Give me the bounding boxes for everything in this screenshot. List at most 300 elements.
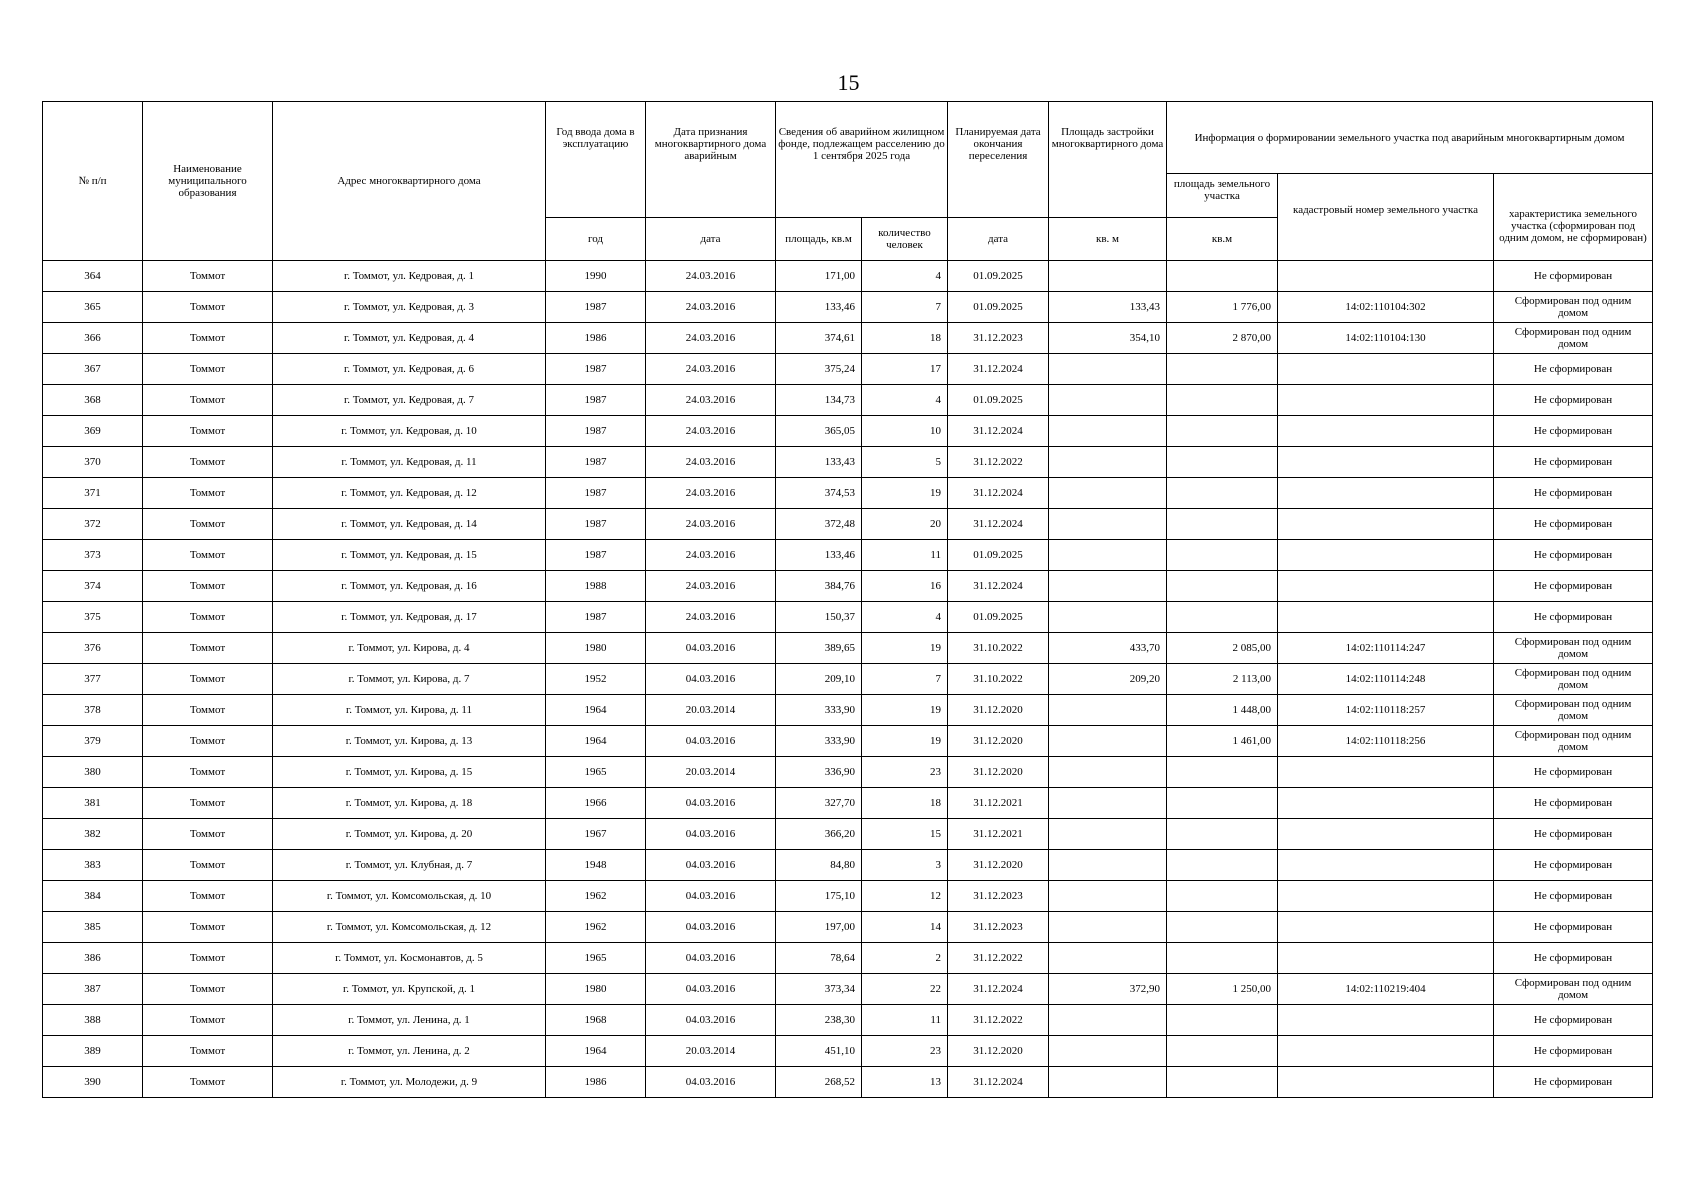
header-land-char: характеристика земельного участка (сформирован под одним домом, не сформирован) — [1494, 174, 1653, 261]
cell-building-area — [1049, 757, 1167, 788]
cell-num: 367 — [43, 354, 143, 385]
cell-building-area — [1049, 695, 1167, 726]
cell-municipality: Томмот — [143, 1005, 273, 1036]
cell-planned-date: 31.12.2024 — [948, 478, 1049, 509]
cell-area: 327,70 — [776, 788, 862, 819]
cell-year: 1964 — [546, 726, 646, 757]
cell-recognition-date: 20.03.2014 — [646, 695, 776, 726]
cell-municipality: Томмот — [143, 881, 273, 912]
cell-area: 374,61 — [776, 323, 862, 354]
cell-land-char: Не сформирован — [1494, 850, 1653, 881]
cell-land-area: 2 113,00 — [1167, 664, 1278, 695]
cell-planned-date: 01.09.2025 — [948, 385, 1049, 416]
cell-land-char: Не сформирован — [1494, 819, 1653, 850]
cell-municipality: Томмот — [143, 292, 273, 323]
cell-num: 380 — [43, 757, 143, 788]
cell-planned-date: 31.10.2022 — [948, 633, 1049, 664]
cell-recognition-date: 04.03.2016 — [646, 819, 776, 850]
cell-land-area — [1167, 912, 1278, 943]
cell-year: 1987 — [546, 354, 646, 385]
cell-recognition-date: 20.03.2014 — [646, 757, 776, 788]
cell-people: 4 — [862, 261, 948, 292]
cell-planned-date: 31.12.2024 — [948, 974, 1049, 1005]
cell-planned-date: 31.12.2021 — [948, 788, 1049, 819]
cell-municipality: Томмот — [143, 571, 273, 602]
unit-date: дата — [646, 218, 776, 261]
cell-land-area — [1167, 757, 1278, 788]
cell-area: 133,43 — [776, 447, 862, 478]
cell-municipality: Томмот — [143, 912, 273, 943]
cell-land-char: Не сформирован — [1494, 1005, 1653, 1036]
cell-cadastral — [1278, 602, 1494, 633]
cell-municipality: Томмот — [143, 354, 273, 385]
cell-land-area: 2 085,00 — [1167, 633, 1278, 664]
cell-cadastral — [1278, 416, 1494, 447]
cell-planned-date: 31.12.2020 — [948, 1036, 1049, 1067]
cell-year: 1980 — [546, 633, 646, 664]
cell-planned-date: 31.12.2023 — [948, 881, 1049, 912]
cell-year: 1986 — [546, 323, 646, 354]
cell-planned-date: 31.12.2022 — [948, 1005, 1049, 1036]
table-row — [43, 447, 1653, 478]
cell-recognition-date: 24.03.2016 — [646, 447, 776, 478]
cell-cadastral — [1278, 850, 1494, 881]
cell-num: 379 — [43, 726, 143, 757]
cell-land-char: Не сформирован — [1494, 416, 1653, 447]
cell-people: 4 — [862, 602, 948, 633]
cell-address: г. Томмот, ул. Кирова, д. 18 — [273, 788, 546, 819]
cell-land-char: Сформирован под одним домом — [1494, 695, 1653, 726]
cell-cadastral: 14:02:110219:404 — [1278, 974, 1494, 1005]
cell-cadastral: 14:02:110118:257 — [1278, 695, 1494, 726]
cell-recognition-date: 24.03.2016 — [646, 509, 776, 540]
cell-recognition-date: 24.03.2016 — [646, 571, 776, 602]
cell-address: г. Томмот, ул. Ленина, д. 1 — [273, 1005, 546, 1036]
cell-land-area: 1 448,00 — [1167, 695, 1278, 726]
cell-cadastral — [1278, 571, 1494, 602]
cell-num: 378 — [43, 695, 143, 726]
cell-land-area — [1167, 1005, 1278, 1036]
cell-num: 390 — [43, 1067, 143, 1098]
cell-area: 333,90 — [776, 726, 862, 757]
cell-land-area — [1167, 1036, 1278, 1067]
cell-land-area — [1167, 261, 1278, 292]
cell-cadastral — [1278, 540, 1494, 571]
table-row — [43, 478, 1653, 509]
cell-address: г. Томмот, ул. Кедровая, д. 11 — [273, 447, 546, 478]
cell-planned-date: 31.12.2022 — [948, 447, 1049, 478]
cell-cadastral — [1278, 1067, 1494, 1098]
cell-year: 1987 — [546, 602, 646, 633]
unit-sqm2: кв.м — [1167, 218, 1278, 261]
table-row — [43, 1067, 1653, 1098]
cell-year: 1987 — [546, 416, 646, 447]
cell-address: г. Томмот, ул. Комсомольская, д. 12 — [273, 912, 546, 943]
cell-area: 133,46 — [776, 292, 862, 323]
cell-recognition-date: 24.03.2016 — [646, 602, 776, 633]
table-row — [43, 571, 1653, 602]
cell-land-char: Не сформирован — [1494, 757, 1653, 788]
cell-planned-date: 31.12.2020 — [948, 757, 1049, 788]
cell-people: 3 — [862, 850, 948, 881]
header-address: Адрес многоквартирного дома — [273, 102, 546, 261]
table-row — [43, 664, 1653, 695]
cell-planned-date: 01.09.2025 — [948, 540, 1049, 571]
cell-cadastral: 14:02:110114:247 — [1278, 633, 1494, 664]
table-row — [43, 943, 1653, 974]
cell-cadastral — [1278, 912, 1494, 943]
cell-area: 175,10 — [776, 881, 862, 912]
cell-cadastral — [1278, 261, 1494, 292]
cell-cadastral — [1278, 819, 1494, 850]
cell-land-area: 1 776,00 — [1167, 292, 1278, 323]
cell-land-area — [1167, 354, 1278, 385]
header-cadastral: кадастровый номер земельного участка — [1278, 174, 1494, 261]
cell-municipality: Томмот — [143, 261, 273, 292]
cell-land-area — [1167, 416, 1278, 447]
cell-area: 78,64 — [776, 943, 862, 974]
cell-cadastral — [1278, 1036, 1494, 1067]
cell-num: 372 — [43, 509, 143, 540]
table-row — [43, 1005, 1653, 1036]
cell-year: 1965 — [546, 943, 646, 974]
unit-sqm: кв. м — [1049, 218, 1167, 261]
cell-planned-date: 01.09.2025 — [948, 261, 1049, 292]
cell-address: г. Томмот, ул. Кедровая, д. 7 — [273, 385, 546, 416]
cell-municipality: Томмот — [143, 664, 273, 695]
table-row — [43, 385, 1653, 416]
cell-num: 373 — [43, 540, 143, 571]
cell-recognition-date: 04.03.2016 — [646, 726, 776, 757]
cell-cadastral — [1278, 943, 1494, 974]
cell-address: г. Томмот, ул. Клубная, д. 7 — [273, 850, 546, 881]
cell-area: 238,30 — [776, 1005, 862, 1036]
cell-planned-date: 31.12.2021 — [948, 819, 1049, 850]
cell-year: 1964 — [546, 695, 646, 726]
table-row — [43, 695, 1653, 726]
cell-building-area — [1049, 571, 1167, 602]
cell-area: 375,24 — [776, 354, 862, 385]
cell-recognition-date: 24.03.2016 — [646, 292, 776, 323]
cell-recognition-date: 24.03.2016 — [646, 416, 776, 447]
cell-address: г. Томмот, ул. Комсомольская, д. 10 — [273, 881, 546, 912]
cell-land-char: Не сформирован — [1494, 1036, 1653, 1067]
cell-num: 376 — [43, 633, 143, 664]
cell-land-area: 1 461,00 — [1167, 726, 1278, 757]
table-row — [43, 819, 1653, 850]
cell-num: 389 — [43, 1036, 143, 1067]
cell-building-area — [1049, 788, 1167, 819]
cell-cadastral — [1278, 478, 1494, 509]
cell-cadastral — [1278, 385, 1494, 416]
cell-municipality: Томмот — [143, 695, 273, 726]
cell-area: 134,73 — [776, 385, 862, 416]
unit-people: количество человек — [862, 218, 948, 261]
cell-address: г. Томмот, ул. Кирова, д. 15 — [273, 757, 546, 788]
cell-recognition-date: 20.03.2014 — [646, 1036, 776, 1067]
header-planned-date: Планируемая дата окончания переселения — [948, 102, 1049, 218]
cell-municipality: Томмот — [143, 633, 273, 664]
table-row — [43, 1036, 1653, 1067]
header-recognition-date: Дата признания многоквартирного дома аварийным — [646, 102, 776, 218]
cell-building-area — [1049, 726, 1167, 757]
cell-recognition-date: 04.03.2016 — [646, 974, 776, 1005]
cell-building-area — [1049, 850, 1167, 881]
cell-people: 15 — [862, 819, 948, 850]
unit-date2: дата — [948, 218, 1049, 261]
cell-land-char: Не сформирован — [1494, 943, 1653, 974]
cell-people: 20 — [862, 509, 948, 540]
cell-year: 1987 — [546, 292, 646, 323]
cell-building-area — [1049, 602, 1167, 633]
cell-building-area — [1049, 416, 1167, 447]
header-emergency-info: Сведения об аварийном жилищном фонде, подлежащем расселению до 1 сентября 2025 года — [776, 102, 948, 218]
table-row — [43, 726, 1653, 757]
cell-land-char: Не сформирован — [1494, 447, 1653, 478]
table-row — [43, 540, 1653, 571]
cell-recognition-date: 24.03.2016 — [646, 540, 776, 571]
cell-building-area — [1049, 509, 1167, 540]
cell-building-area — [1049, 1067, 1167, 1098]
cell-num: 370 — [43, 447, 143, 478]
cell-building-area — [1049, 912, 1167, 943]
cell-planned-date: 31.12.2022 — [948, 943, 1049, 974]
cell-people: 23 — [862, 1036, 948, 1067]
cell-address: г. Томмот, ул. Кедровая, д. 14 — [273, 509, 546, 540]
cell-year: 1952 — [546, 664, 646, 695]
cell-people: 2 — [862, 943, 948, 974]
cell-address: г. Томмот, ул. Кедровая, д. 15 — [273, 540, 546, 571]
cell-building-area: 209,20 — [1049, 664, 1167, 695]
cell-land-char: Не сформирован — [1494, 912, 1653, 943]
cell-cadastral — [1278, 354, 1494, 385]
cell-num: 385 — [43, 912, 143, 943]
table-row — [43, 416, 1653, 447]
cell-land-area — [1167, 540, 1278, 571]
cell-recognition-date: 24.03.2016 — [646, 385, 776, 416]
cell-recognition-date: 04.03.2016 — [646, 850, 776, 881]
cell-cadastral — [1278, 509, 1494, 540]
cell-recognition-date: 04.03.2016 — [646, 912, 776, 943]
cell-area: 389,65 — [776, 633, 862, 664]
cell-cadastral — [1278, 788, 1494, 819]
cell-planned-date: 31.12.2023 — [948, 912, 1049, 943]
cell-planned-date: 31.12.2020 — [948, 695, 1049, 726]
cell-people: 18 — [862, 788, 948, 819]
cell-recognition-date: 24.03.2016 — [646, 323, 776, 354]
cell-planned-date: 31.12.2024 — [948, 509, 1049, 540]
cell-people: 23 — [862, 757, 948, 788]
cell-municipality: Томмот — [143, 478, 273, 509]
cell-area: 384,76 — [776, 571, 862, 602]
cell-area: 268,52 — [776, 1067, 862, 1098]
table-row — [43, 974, 1653, 1005]
cell-num: 365 — [43, 292, 143, 323]
cell-land-area: 2 870,00 — [1167, 323, 1278, 354]
table-row — [43, 912, 1653, 943]
cell-num: 388 — [43, 1005, 143, 1036]
cell-num: 375 — [43, 602, 143, 633]
cell-land-area — [1167, 571, 1278, 602]
cell-year: 1987 — [546, 509, 646, 540]
cell-year: 1967 — [546, 819, 646, 850]
page-number: 15 — [837, 70, 860, 95]
cell-recognition-date: 04.03.2016 — [646, 1067, 776, 1098]
cell-cadastral: 14:02:110114:248 — [1278, 664, 1494, 695]
cell-cadastral — [1278, 881, 1494, 912]
cell-recognition-date: 24.03.2016 — [646, 478, 776, 509]
cell-address: г. Томмот, ул. Кирова, д. 11 — [273, 695, 546, 726]
cell-municipality: Томмот — [143, 726, 273, 757]
table-row — [43, 354, 1653, 385]
cell-year: 1968 — [546, 1005, 646, 1036]
cell-people: 22 — [862, 974, 948, 1005]
cell-planned-date: 01.09.2025 — [948, 292, 1049, 323]
cell-land-char: Сформирован под одним домом — [1494, 974, 1653, 1005]
cell-planned-date: 31.12.2024 — [948, 1067, 1049, 1098]
cell-year: 1990 — [546, 261, 646, 292]
cell-land-char: Не сформирован — [1494, 540, 1653, 571]
cell-planned-date: 31.12.2024 — [948, 354, 1049, 385]
cell-area: 150,37 — [776, 602, 862, 633]
cell-people: 11 — [862, 1005, 948, 1036]
cell-address: г. Томмот, ул. Молодежи, д. 9 — [273, 1067, 546, 1098]
cell-municipality: Томмот — [143, 850, 273, 881]
table-row — [43, 757, 1653, 788]
cell-land-area — [1167, 509, 1278, 540]
cell-land-area — [1167, 819, 1278, 850]
cell-municipality: Томмот — [143, 602, 273, 633]
cell-people: 11 — [862, 540, 948, 571]
header-land-area: площадь земельного участка — [1167, 174, 1278, 218]
cell-area: 133,46 — [776, 540, 862, 571]
cell-cadastral — [1278, 757, 1494, 788]
cell-recognition-date: 04.03.2016 — [646, 633, 776, 664]
table-row — [43, 850, 1653, 881]
cell-year: 1988 — [546, 571, 646, 602]
cell-land-area — [1167, 881, 1278, 912]
cell-municipality: Томмот — [143, 974, 273, 1005]
table-row — [43, 292, 1653, 323]
cell-people: 12 — [862, 881, 948, 912]
cell-address: г. Томмот, ул. Кедровая, д. 1 — [273, 261, 546, 292]
cell-planned-date: 01.09.2025 — [948, 602, 1049, 633]
cell-land-area: 1 250,00 — [1167, 974, 1278, 1005]
cell-num: 371 — [43, 478, 143, 509]
cell-year: 1962 — [546, 881, 646, 912]
cell-address: г. Томмот, ул. Кирова, д. 13 — [273, 726, 546, 757]
cell-people: 16 — [862, 571, 948, 602]
cell-address: г. Томмот, ул. Кирова, д. 20 — [273, 819, 546, 850]
cell-municipality: Томмот — [143, 323, 273, 354]
cell-land-char: Не сформирован — [1494, 1067, 1653, 1098]
cell-planned-date: 31.12.2020 — [948, 850, 1049, 881]
cell-land-char: Не сформирован — [1494, 602, 1653, 633]
cell-land-char: Сформирован под одним домом — [1494, 633, 1653, 664]
cell-land-char: Не сформирован — [1494, 788, 1653, 819]
cell-area: 336,90 — [776, 757, 862, 788]
cell-address: г. Томмот, ул. Ленина, д. 2 — [273, 1036, 546, 1067]
cell-land-area — [1167, 943, 1278, 974]
cell-municipality: Томмот — [143, 447, 273, 478]
cell-people: 7 — [862, 664, 948, 695]
unit-year: год — [546, 218, 646, 261]
cell-municipality: Томмот — [143, 385, 273, 416]
cell-building-area — [1049, 354, 1167, 385]
cell-municipality: Томмот — [143, 819, 273, 850]
cell-num: 387 — [43, 974, 143, 1005]
header-land-info: Информация о формировании земельного участка под аварийным многоквартирным домом — [1167, 102, 1653, 174]
cell-land-char: Не сформирован — [1494, 354, 1653, 385]
cell-land-char: Не сформирован — [1494, 571, 1653, 602]
cell-num: 382 — [43, 819, 143, 850]
cell-land-area — [1167, 478, 1278, 509]
cell-cadastral: 14:02:110104:302 — [1278, 292, 1494, 323]
cell-address: г. Томмот, ул. Кедровая, д. 6 — [273, 354, 546, 385]
cell-address: г. Томмот, ул. Кедровая, д. 3 — [273, 292, 546, 323]
cell-cadastral: 14:02:110118:256 — [1278, 726, 1494, 757]
cell-year: 1987 — [546, 447, 646, 478]
table-row — [43, 788, 1653, 819]
cell-year: 1987 — [546, 385, 646, 416]
cell-area: 451,10 — [776, 1036, 862, 1067]
cell-area: 333,90 — [776, 695, 862, 726]
cell-address: г. Томмот, ул. Крупской, д. 1 — [273, 974, 546, 1005]
table-body — [43, 261, 1653, 1098]
cell-planned-date: 31.12.2020 — [948, 726, 1049, 757]
cell-cadastral: 14:02:110104:130 — [1278, 323, 1494, 354]
cell-year: 1987 — [546, 478, 646, 509]
cell-area: 372,48 — [776, 509, 862, 540]
cell-people: 19 — [862, 695, 948, 726]
cell-building-area — [1049, 819, 1167, 850]
cell-building-area — [1049, 1036, 1167, 1067]
cell-address: г. Томмот, ул. Кедровая, д. 17 — [273, 602, 546, 633]
cell-address: г. Томмот, ул. Кирова, д. 7 — [273, 664, 546, 695]
cell-area: 171,00 — [776, 261, 862, 292]
cell-people: 13 — [862, 1067, 948, 1098]
cell-num: 383 — [43, 850, 143, 881]
cell-land-area — [1167, 850, 1278, 881]
cell-building-area: 354,10 — [1049, 323, 1167, 354]
cell-building-area — [1049, 447, 1167, 478]
cell-municipality: Томмот — [143, 416, 273, 447]
cell-planned-date: 31.12.2024 — [948, 571, 1049, 602]
cell-address: г. Томмот, ул. Кедровая, д. 12 — [273, 478, 546, 509]
cell-area: 197,00 — [776, 912, 862, 943]
cell-land-area — [1167, 447, 1278, 478]
table-row — [43, 633, 1653, 664]
cell-municipality: Томмот — [143, 540, 273, 571]
cell-address: г. Томмот, ул. Кедровая, д. 16 — [273, 571, 546, 602]
cell-recognition-date: 04.03.2016 — [646, 788, 776, 819]
cell-num: 377 — [43, 664, 143, 695]
cell-people: 7 — [862, 292, 948, 323]
table-row — [43, 509, 1653, 540]
cell-building-area: 372,90 — [1049, 974, 1167, 1005]
table-row — [43, 602, 1653, 633]
cell-people: 19 — [862, 726, 948, 757]
cell-people: 17 — [862, 354, 948, 385]
cell-land-area — [1167, 385, 1278, 416]
cell-address: г. Томмот, ул. Кедровая, д. 4 — [273, 323, 546, 354]
cell-land-area — [1167, 1067, 1278, 1098]
cell-num: 364 — [43, 261, 143, 292]
table-row — [43, 261, 1653, 292]
cell-planned-date: 31.12.2023 — [948, 323, 1049, 354]
cell-land-char: Сформирован под одним домом — [1494, 292, 1653, 323]
cell-people: 19 — [862, 633, 948, 664]
